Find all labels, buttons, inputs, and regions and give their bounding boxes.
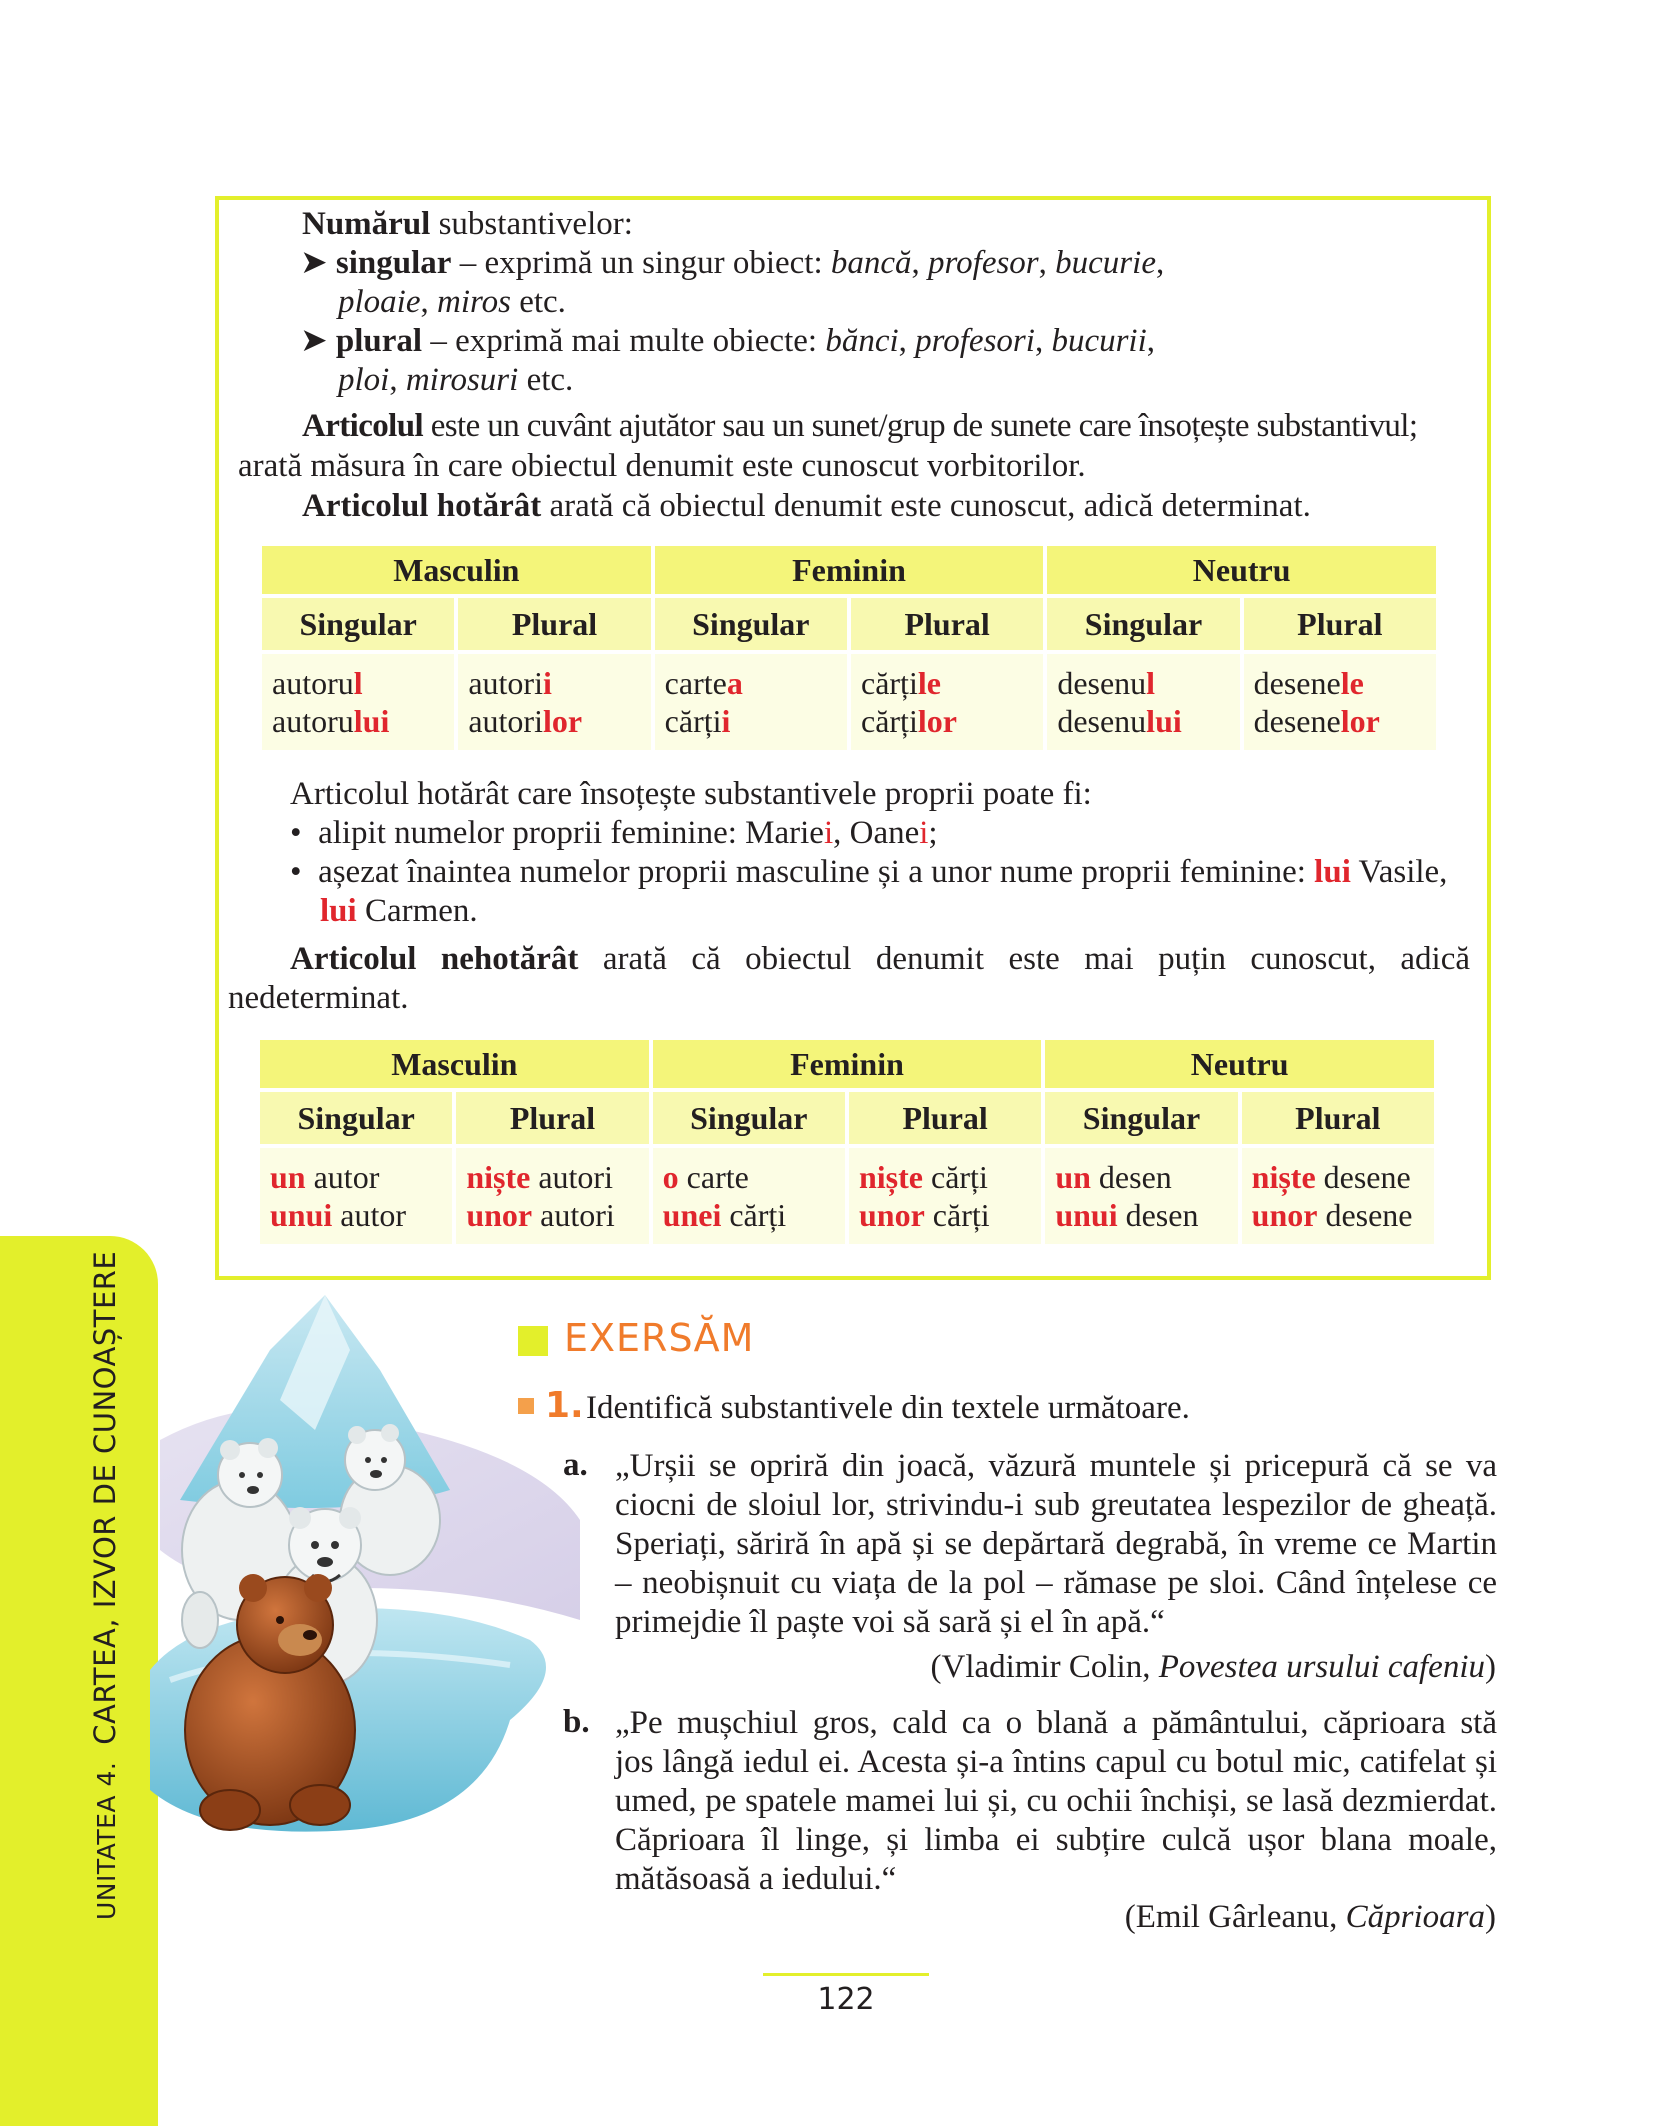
articol-nehotarat-definition-cont: nedeterminat. (228, 980, 409, 1016)
number-header: Singular (653, 1092, 845, 1144)
quote-b-line: „Pe mușchiul gros, cald ca o blană a pământului, căprioara stă (615, 1705, 1497, 1741)
number-header: Singular (1045, 1092, 1237, 1144)
table-cell: un autor unui autor (260, 1148, 452, 1244)
proper-names-intro: Articolul hotărât care însoțește substantivele proprii poate fi: (290, 776, 1092, 812)
indefinite-article-table (256, 1036, 1438, 1248)
unit-label: UNITATEA 4. CARTEA, IZVOR DE CUNOAȘTERE (88, 1250, 122, 1920)
articol-definition-cont: arată măsura în care obiectul denumit este cunoscut vorbitorilor. (238, 448, 1086, 484)
table-cell: desenele desenelor (1244, 654, 1436, 750)
quote-b-line: Căprioara îl linge, și limba ei subțire culcă ușor blana moale, (615, 1822, 1497, 1858)
number-header: Singular (1047, 598, 1239, 650)
articol-nehotarat-definition: Articolul nehotărât arată că obiectul denumit este mai puțin cunoscut, adică (290, 941, 1471, 977)
page-number: 122 (817, 1982, 875, 2017)
number-header: Plural (456, 1092, 648, 1144)
section-bullet-icon (518, 1326, 548, 1356)
quote-b-line: umed, pe spatele mamei lui și, cu ochii închiși, se lasă dezmierdat. (615, 1783, 1497, 1819)
plural-definition-cont: ploi, mirosuri etc. (338, 362, 574, 398)
quote-a-line: – neobișnuit cu viața de la pol – rămase pe sloi. Când înțelese ce (615, 1565, 1497, 1601)
page-number-rule (763, 1973, 929, 1976)
table-cell: un desen unui desen (1045, 1148, 1237, 1244)
exercises-section-title: EXERSĂM (564, 1316, 755, 1360)
item-label-a: a. (563, 1447, 588, 1483)
proper-names-bullet-2-cont: lui Carmen. (320, 893, 478, 929)
number-header: Singular (262, 598, 454, 650)
articol-hotarat-definition: Articolul hotărât arată că obiectul denumit este cunoscut, adică determinat. (302, 488, 1311, 524)
exercise-bullet-icon (518, 1398, 534, 1414)
number-header: Plural (1244, 598, 1436, 650)
citation-a: (Vladimir Colin, Povestea ursului cafeniu) (930, 1649, 1496, 1685)
exercise-prompt: Identifică substantivele din textele următoare. (586, 1390, 1190, 1426)
number-header: Plural (1242, 1092, 1434, 1144)
gender-header: Feminin (653, 1040, 1042, 1088)
proper-names-bullet-2: • așezat înaintea numelor proprii masculine și a unor nume proprii feminine: lui Vasile, (290, 854, 1448, 890)
citation-b: (Emil Gârleanu, Căprioara) (1124, 1899, 1496, 1935)
table-cell: cărțile cărților (851, 654, 1043, 750)
number-header: Singular (260, 1092, 452, 1144)
table-cell: autorul autorului (262, 654, 454, 750)
unit-side-band (0, 1236, 158, 2126)
singular-definition: ➤ singular – exprimă un singur obiect: bancă, profesor, bucurie, (300, 245, 1165, 281)
item-label-b: b. (563, 1704, 590, 1740)
table-cell: niște cărți unor cărți (849, 1148, 1041, 1244)
table-cell: cartea cărții (655, 654, 847, 750)
bullet-icon: • (290, 854, 302, 890)
plural-definition: ➤ plural – exprimă mai multe obiecte: bănci, profesori, bucurii, (300, 323, 1156, 359)
table-cell: autorii autorilor (458, 654, 650, 750)
gender-header: Masculin (260, 1040, 649, 1088)
number-header: Plural (458, 598, 650, 650)
articol-definition: Articolul este un cuvânt ajutător sau un sunet/grup de sunete care însoțește substantivul; (302, 408, 1418, 444)
arrow-bullet-icon: ➤ (300, 323, 328, 359)
singular-definition-cont: ploaie, miros etc. (338, 284, 566, 320)
quote-a-line: ciocni de sloiul lor, strivindu-i sub greutatea lespezilor de gheață. (615, 1487, 1497, 1523)
number-header: Plural (851, 598, 1043, 650)
quote-b-line: mătăsoasă a iedului.“ (615, 1861, 897, 1897)
quote-a-line: primejdie îl paște voi să sară și el în apă.“ (615, 1604, 1165, 1640)
exercise-number: 1. (545, 1385, 584, 1426)
gender-header: Feminin (655, 546, 1044, 594)
table-cell: niște autori unor autori (456, 1148, 648, 1244)
proper-names-bullet-1: • alipit numelor proprii feminine: Mariei, Oanei; (290, 815, 938, 851)
number-heading: Numărul substantivelor: (302, 206, 633, 242)
bears-illustration (150, 1290, 590, 1850)
quote-a-line: „Urșii se opriră din joacă, văzură muntele și pricepură că se va (615, 1448, 1497, 1484)
table-cell: o carte unei cărți (653, 1148, 845, 1244)
number-header: Plural (849, 1092, 1041, 1144)
definite-article-table (258, 542, 1440, 754)
quote-a-line: Speriați, săriră în apă și se depărtară degrabă, în vreme ce Martin (615, 1526, 1497, 1562)
gender-header: Masculin (262, 546, 651, 594)
number-header: Singular (655, 598, 847, 650)
gender-header: Neutru (1045, 1040, 1434, 1088)
gender-header: Neutru (1047, 546, 1436, 594)
table-cell: desenul desenului (1047, 654, 1239, 750)
arrow-bullet-icon: ➤ (300, 245, 328, 281)
quote-b-line: jos lângă iedul ei. Acesta și-a întins capul cu botul mic, catifelat și (615, 1744, 1497, 1780)
table-cell: niște desene unor desene (1242, 1148, 1434, 1244)
bullet-icon: • (290, 815, 302, 851)
